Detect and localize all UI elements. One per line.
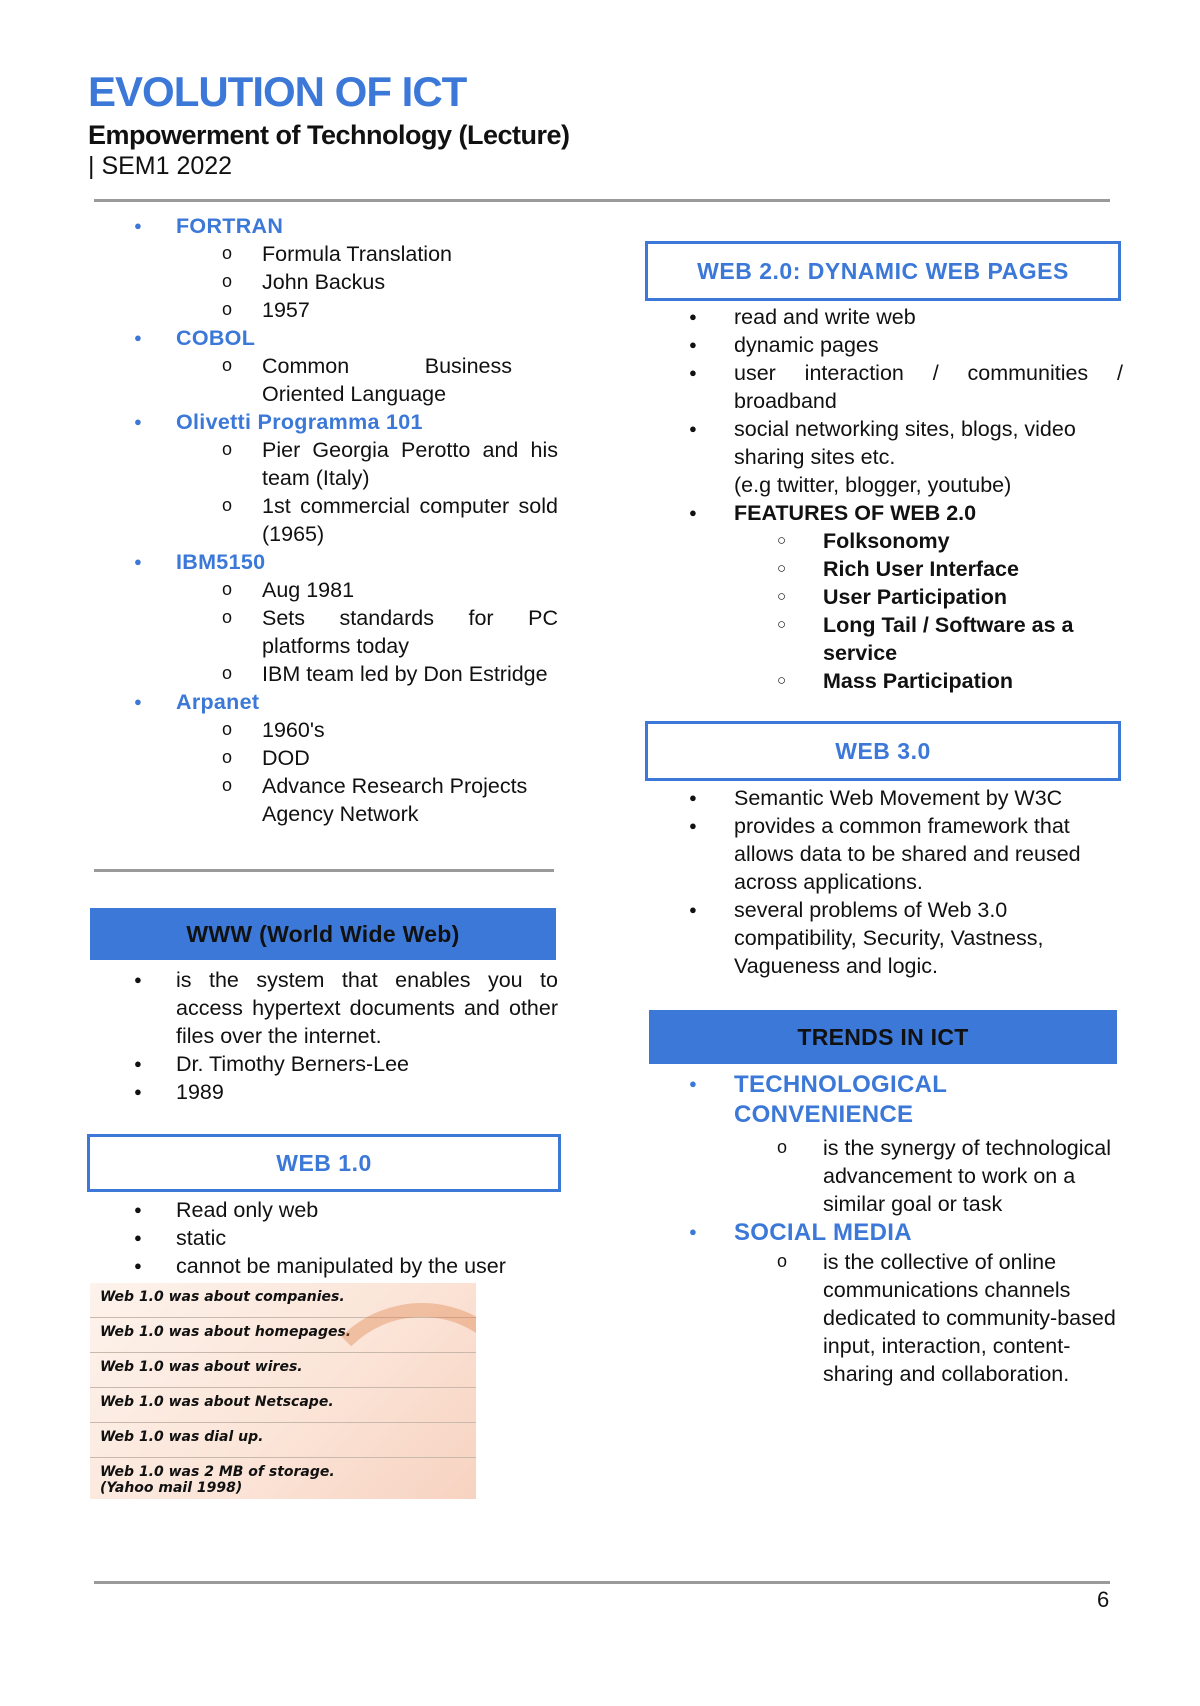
list-item: o Formula Translation [90,240,558,268]
list-item: ● Read only web [90,1196,590,1224]
feature-item: ○ Folksonomy [645,527,1123,555]
web3-section [645,784,1123,980]
features-heading: FEATURES OF WEB 2.0 [734,501,977,525]
list-item [645,1070,1123,1218]
feature-item: ○ Rich User Interface [645,555,1123,583]
list-item [90,212,558,324]
footer-divider [94,1581,1110,1584]
list-item: ● several problems of Web 3.0 compatibility, Security, Vastness, Vagueness and logic. [645,896,1124,980]
list-item: ● Dr. Timothy Berners-Lee [90,1050,558,1078]
trends-heading: TRENDS IN ICT [649,1010,1117,1064]
list-item: ● social networking sites, blogs, video sharing sites etc. (e.g twitter, blogger, youtube) [645,415,1123,499]
image-line: Web 1.0 was about wires. [90,1353,476,1388]
list-item: ● provides a common framework that allows data to be shared and reused across applications. [645,812,1124,896]
list-item: ● read and write web [645,303,1123,331]
list-item: ● user interaction / communities / broadband [645,359,1123,415]
list-item: ● Semantic Web Movement by W3C [645,784,1123,812]
image-line: Web 1.0 was about companies. [90,1283,476,1318]
trend-name: ● TECHNOLOGICAL CONVENIENCE [734,1071,947,1128]
list-item: o 1st commercial computer sold (1965) [90,492,558,548]
web2-section [645,303,1123,695]
list-item: o is the collective of online communications channels dedicated to community-based input, interaction, content- sharing and collaboration. [645,1248,1123,1388]
list-item: ● 1989 [90,1078,558,1106]
page-subtitle: Empowerment of Technology (Lecture) [88,120,570,150]
list-item [645,499,1123,695]
feature-item: ○ Long Tail / Software as a service [645,611,1113,667]
list-item: o Pier Georgia Perotto and his team (Italy) [90,436,558,492]
list-item [645,1218,1123,1388]
language-name: FORTRAN [176,214,284,238]
image-line: Web 1.0 was dial up. [90,1423,476,1458]
trends-section [645,1070,1123,1388]
list-item: ● static [90,1224,590,1252]
image-line-storage: Web 1.0 was 2 MB of storage. (Yahoo mail 1998) [100,1464,335,1496]
list-item: o IBM team led by Don Estridge [90,660,558,688]
language-name: Olivetti Programma 101 [176,410,423,434]
list-item: o Sets standards for PC platforms today [90,604,558,660]
list-item: o 1957 [90,296,558,324]
web1-facts-image [90,1283,476,1499]
semester-label: | SEM1 2022 [88,152,233,180]
feature-item: ○ Mass Participation [645,667,1123,695]
web2-heading: WEB 2.0: DYNAMIC WEB PAGES [645,241,1121,301]
list-item [90,688,558,828]
list-item [90,548,558,688]
list-item: o Advance Research Projects Agency Network [90,772,562,828]
list-item: o John Backus [90,268,558,296]
page-number: 6 [1097,1587,1110,1612]
header-divider [94,199,1110,202]
list-item [90,408,558,548]
list-item: ● cannot be manipulated by the user [90,1252,590,1280]
language-name: IBM5150 [176,550,266,574]
left-divider [94,869,554,872]
language-name: Arpanet [176,690,260,714]
language-name: COBOL [176,326,256,350]
list-item: o is the synergy of technological advancement to work on a similar goal or task [645,1134,1117,1218]
www-section [90,966,558,1106]
list-item: o DOD [90,744,558,772]
list-item: o 1960's [90,716,558,744]
web1-heading: WEB 1.0 [87,1134,561,1192]
page-title: EVOLUTION OF ICT [88,68,467,115]
image-line: Web 1.0 was about Netscape. [90,1388,476,1423]
list-item [90,324,558,408]
list-item: ● dynamic pages [645,331,1123,359]
image-line: Web 1.0 was about homepages. [90,1318,476,1353]
list-item: o Aug 1981 [90,576,558,604]
list-item: ● is the system that enables you to access hypertext documents and other files over the internet. [90,966,558,1050]
list-item: o Common Business Oriented Language [90,352,512,408]
web3-heading: WEB 3.0 [645,721,1121,781]
web1-section [90,1196,590,1280]
left-column [90,212,558,828]
feature-item: ○ User Participation [645,583,1123,611]
trend-name: ● SOCIAL MEDIA [734,1219,912,1246]
www-heading: WWW (World Wide Web) [90,908,556,960]
programming-language-list [90,212,558,828]
